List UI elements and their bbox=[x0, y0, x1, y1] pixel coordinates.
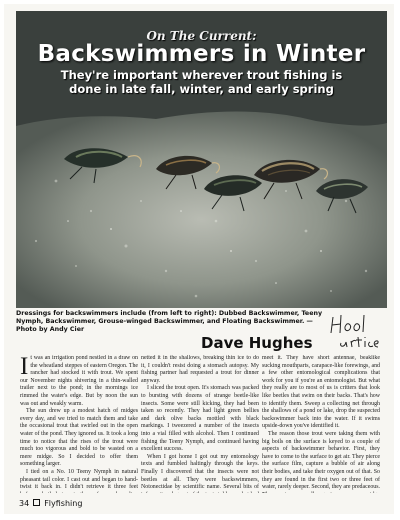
page-number: 34 bbox=[19, 499, 30, 508]
body-paragraph: When I got home I got out my entomology texts and fumbled haltingly through the keys. Finally I discovered that the insects were not beetles at all. They were backswimmers, Notonectidae by scientific name. Several bits of bbox=[141, 453, 259, 491]
square-bullet-icon bbox=[33, 499, 40, 506]
body-paragraph: meet it. They have short antennae, beaklike sucking mouthparts, carapace-like forewings, and a few other entomological complications that work for you if you're an entomologist. But what they really are to most of us is critters that look like beetles that swim on their backs. That's how to identify them. Sweep a collecting net through the shallows of a pond or lake, drop the suspected backswimmer back into the water. If it swims upside-down you've identified it. bbox=[262, 355, 380, 430]
backswimmer-flies-photo bbox=[16, 11, 387, 308]
magazine-name: Flyfishing bbox=[44, 499, 83, 508]
body-paragraph: I sliced the trout open. It's stomach was packed to bursting with dozens of strange beetle-like insects. Some were still kicking, they had been taken so recently. They had light green bellies and dark olive backs mottled with black markings. I tweezered a number of the insects into a vial filled with alcohol. Then I continued fishing the Teeny Nymph, and continued having excellent success. bbox=[141, 385, 259, 453]
article-headline: Backswimmers in Winter bbox=[37, 41, 366, 67]
article-kicker: On The Current: bbox=[146, 29, 257, 43]
article-deck: They're important wherever trout fishing is done in late fall, winter, and early spring bbox=[60, 68, 343, 96]
body-paragraph: netted it in the shallows, breaking thin ice to do it, I couldn't resist doing a stomach autopsy. My fishing partner had requested a trout for dinner anyway. bbox=[141, 355, 259, 384]
drop-cap: I bbox=[20, 355, 29, 380]
article-column-1 bbox=[20, 355, 138, 493]
article-column-3 bbox=[262, 355, 380, 493]
photo-caption: Dressings for backswimmers include (from left to right): Dubbed Backswimmer, Teeny Nymph, Backswimmer, Grouse-winged Backswimmer, and Floating Backswimmer. — Photo by Andy Cier bbox=[16, 310, 323, 333]
author-byline: Dave Hughes bbox=[201, 334, 313, 352]
body-paragraph: I tied on a No. 10 Teeny Nymph in natural pheasant tail color. I cast out and began to hand-twist it back in. I didn't retrieve it three feet bbox=[20, 468, 138, 491]
page-footer bbox=[19, 499, 82, 508]
magazine-page bbox=[4, 4, 394, 514]
article-column-2 bbox=[141, 355, 259, 493]
handwritten-note bbox=[325, 311, 385, 351]
body-paragraph: It was an irrigation pond nestled in a draw on the wheatland steppes of eastern Oregon. The rancher had stocked it with trout. We spent our November nights shivering in a thin-walled trailer next to the pond; in the mornings ice rimmed the water's edge. But by noon the sun was out and weakly warm. bbox=[20, 355, 138, 407]
body-paragraph: The reason those trout were taking them with big boils on the surface is keyed to a couple of aspects of backswimmer behavior. First, they have to come to the surface to get air. They pierce the surface film, capture a bubble of air along their bodies, and take their oxygen out of that. So they are found in the first two or three feet of water, rarely deeper. Second, they are predaceous. bbox=[262, 430, 380, 491]
body-paragraph: The sun drew up a modest hatch of midges every day, and we tried to match them and take the occasional trout that swirled out in the open water of the pond. They ignored us. It took a long time to notice that the rises of the trout were much too vigorous and bold to be wasted on a mere midge. So I decided to offer them something larger. bbox=[20, 408, 138, 468]
